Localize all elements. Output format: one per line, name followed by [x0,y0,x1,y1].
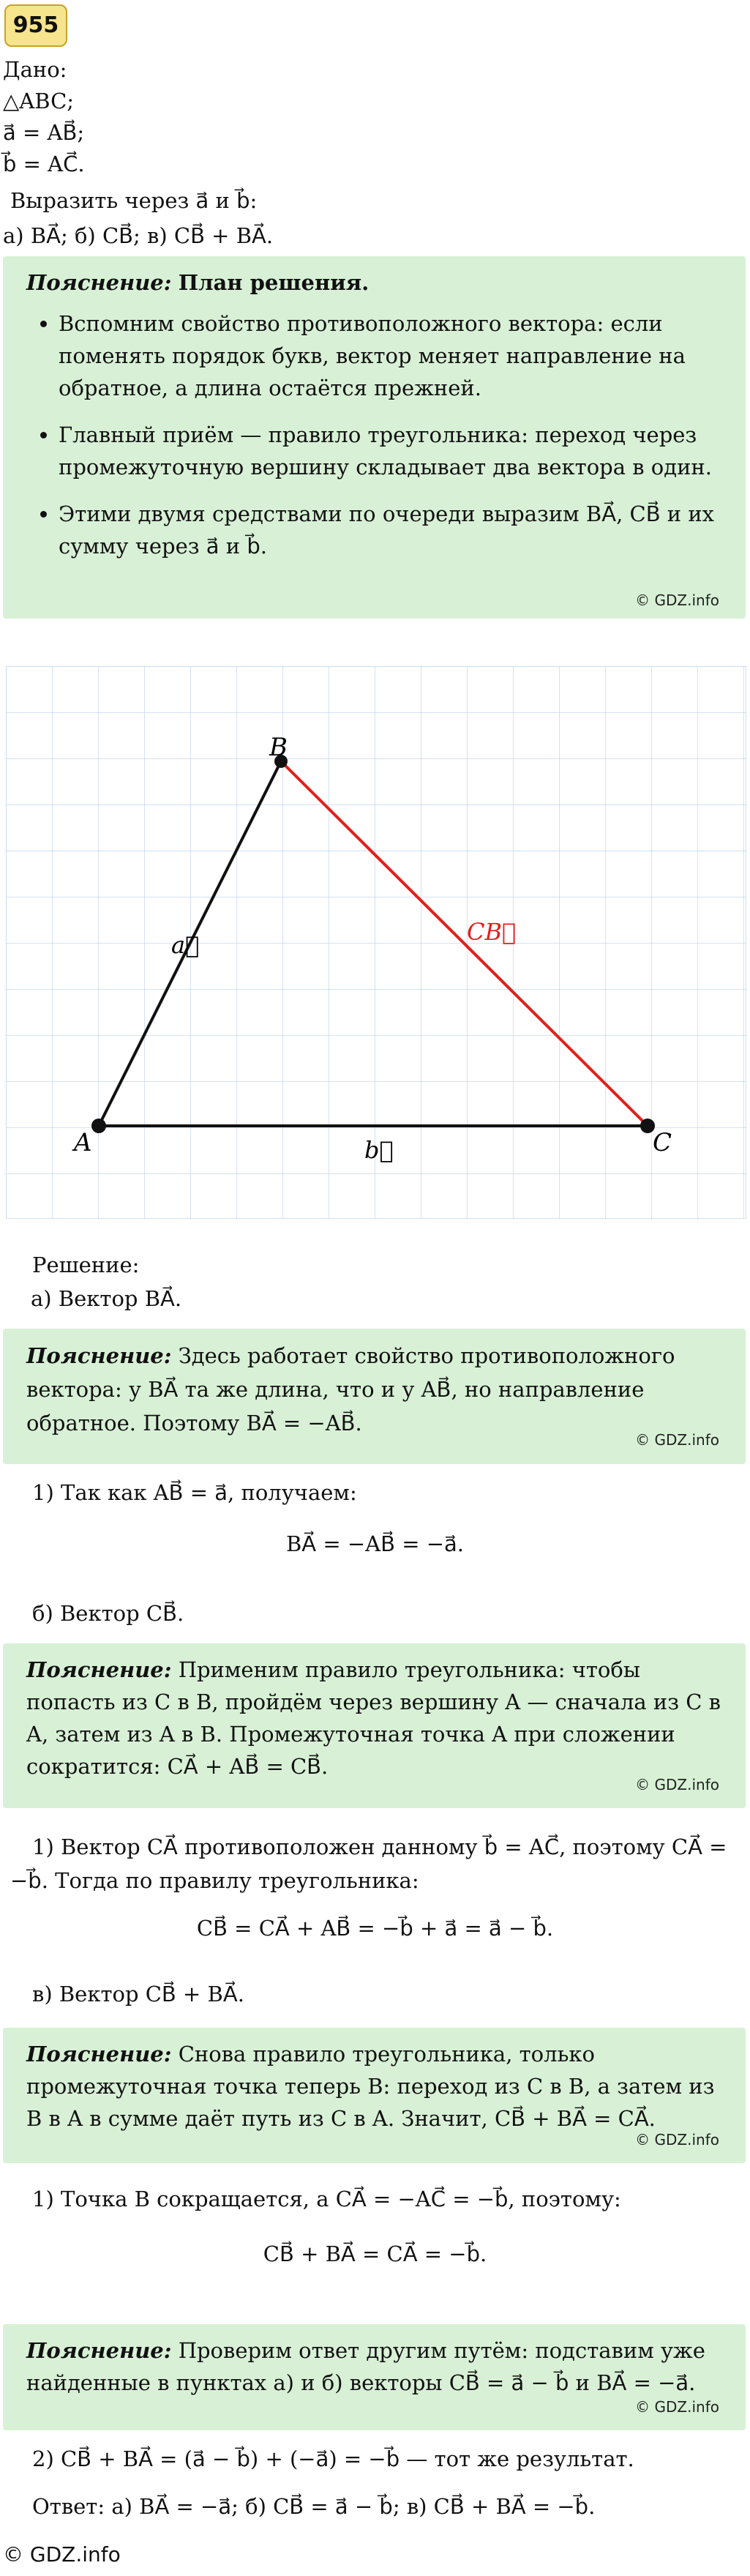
part-c-title: в) Вектор CB⃗ + BA⃗. [32,1982,244,2006]
note-part-d-head: Пояснение: [26,2338,172,2363]
note-part-c-credit: © GDZ.info [635,2131,719,2148]
part-a-title: а) Вектор BA⃗. [31,1286,182,1311]
plan-note-title: План решения. [178,270,370,295]
plan-bullet-1: • Вспомним свойство противоположного вектора: если поменять порядок букв, вектор меняет направление на обратное, а длина остаётся прежней. [59,307,722,404]
note-part-a-text: Здесь работает свойство противоположного вектора: у BA⃗ та же длина, что и у AB⃗, но направление обратное. Поэтому BA⃗ = −AB⃗. [26,1343,675,1436]
plan-bullets [26,307,722,562]
result-a: BA⃗ = −AB⃗ = −a⃗. [285,1531,465,1556]
label-vector-CB: CB⃗ [467,918,517,946]
given-triangle: △ABC; [3,89,75,113]
note-part-c-text: Снова правило треугольника, только промежуточная точка теперь B: переход из C в B, а затем из B в A в сумме даёт путь из C в A. Значит, CB⃗ + BA⃗ = CA⃗. [26,2042,715,2131]
note-part-d-text: Проверим ответ другим путём: подставим уже найденные в пунктах а) и б) векторы CB⃗ = a⃗ − b⃗ и BA⃗ = −a⃗. [26,2338,705,2395]
plan-credit: © GDZ.info [635,591,719,609]
given-block [3,54,85,180]
footer-credit: © GDZ.info [3,2542,121,2566]
final-answer: Ответ: а) BA⃗ = −a⃗; б) CB⃗ = a⃗ − b⃗; в) CB⃗ + BA⃗ = −b⃗. [32,2494,596,2519]
plan-bullet-2: • Главный приём — правило треугольника: переход через промежуточную вершину складывает два вектора в один. [59,419,722,483]
note-part-a [3,1329,746,1464]
point-A [91,1119,106,1133]
step-a: 1) Так как AB⃗ = a⃗, получаем: [32,1480,357,1505]
step-d: 2) CB⃗ + BA⃗ = (a⃗ − b⃗) + (−a⃗) = −b⃗ — тот же результат. [32,2446,634,2471]
given-label: Дано: [3,57,67,82]
label-B: B [269,733,288,762]
solution-label: Решение: [32,1252,140,1277]
note-part-b-head: Пояснение: [26,1657,172,1682]
plan-bullet-3: • Этими двумя средствами по очереди выразим BA⃗, CB⃗ и их сумму через a⃗ и b⃗. [59,498,722,562]
note-part-a-head: Пояснение: [26,1343,172,1368]
part-b-title: б) Вектор CB⃗. [32,1601,184,1626]
note-part-b [3,1643,746,1808]
step-b: 1) Вектор CA⃗ противоположен данному b⃗ = AC⃗, поэтому CA⃗ = −b⃗. Тогда по правилу треугольника: [10,1834,727,1893]
note-part-c-head: Пояснение: [26,2042,172,2067]
result-c: CB⃗ + BA⃗ = CA⃗ = −b⃗. [263,2241,487,2266]
note-part-d [3,2324,746,2430]
problem-number-badge: 955 [4,4,67,47]
label-vector-b: b⃗ [364,1136,394,1164]
solution-header [32,1248,181,1315]
note-part-b-text: Применим правило треугольника: чтобы попасть из C в B, пройдём через вершину A — сначала из C в A, затем из A в B. Промежуточная точка A при сложении сократится: CA⃗ + AB⃗ = CB⃗. [26,1657,721,1779]
step-c: 1) Точка B сокращается, а CA⃗ = −AC⃗ = −b⃗, поэтому: [32,2187,621,2211]
label-vector-a: a⃗ [171,931,200,959]
label-A: A [74,1128,92,1157]
note-part-a-credit: © GDZ.info [635,1431,719,1449]
task-intro: Выразить через a⃗ и b⃗: [10,188,258,213]
note-part-c [3,2028,746,2163]
task-items: а) BA⃗; б) CB⃗; в) CB⃗ + BA⃗. [3,223,274,248]
given-vector-b: b⃗ = AC⃗. [3,152,85,176]
task-block [3,183,274,253]
note-part-b-credit: © GDZ.info [635,1776,719,1793]
given-vector-a: a⃗ = AB⃗; [3,120,85,145]
label-C: C [653,1128,672,1157]
plan-note-head: Пояснение: [26,270,172,295]
plan-note [3,256,746,619]
triangle-figure [6,666,746,1219]
note-part-d-credit: © GDZ.info [635,2398,719,2416]
result-b: CB⃗ = CA⃗ + AB⃗ = −b⃗ + a⃗ = a⃗ − b⃗. [196,1916,554,1941]
